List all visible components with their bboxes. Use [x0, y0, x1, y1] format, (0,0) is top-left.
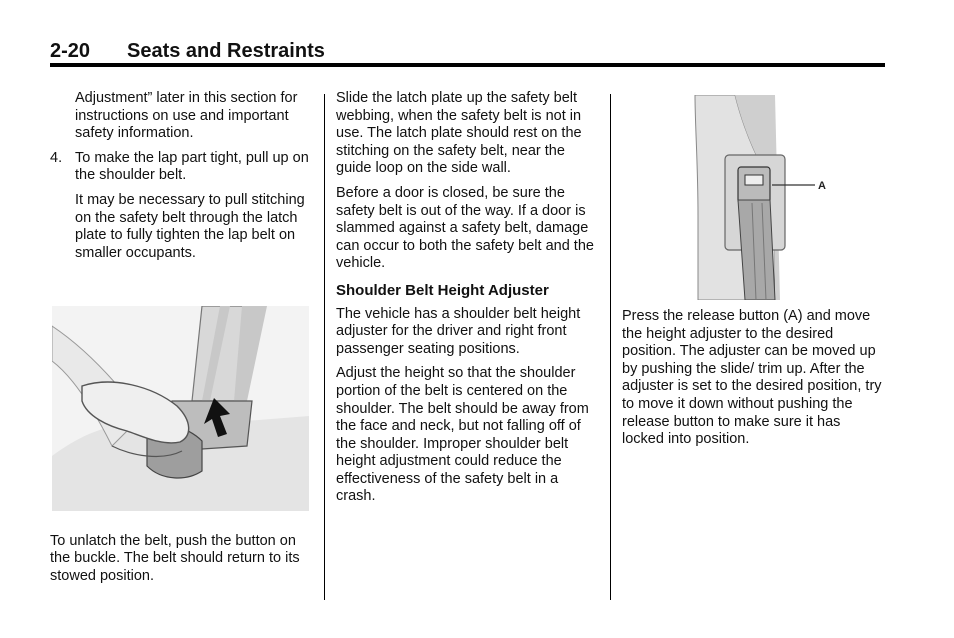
column-divider-1	[324, 94, 325, 600]
column-divider-2	[610, 94, 611, 600]
step-4	[50, 150, 312, 185]
header-rule	[50, 63, 885, 67]
step-4-note: It may be necessary to pull stitching on the safety belt through the latch plate to fully tighten the lap belt on smaller occupants.	[75, 191, 305, 261]
shoulder-belt-subheading: Shoulder Belt Height Adjuster	[336, 281, 549, 299]
figure-label-a: A	[818, 180, 826, 192]
section-title: Seats and Restraints	[127, 40, 325, 62]
column-2	[336, 90, 598, 513]
page-number: 2-20	[50, 40, 91, 62]
height-adjuster-illustration	[690, 95, 840, 300]
column-3	[622, 308, 884, 456]
buckle-illustration	[52, 306, 309, 511]
release-button-paragraph: Press the release button (A) and move the height adjuster to the desired position. The adjuster can be moved up by pushing the slide/ trim up. After the adjuster is set to the desired position, try to move it down without pushing the release button to make sure it has locked into position.	[622, 308, 882, 448]
adjust-height-paragraph: Adjust the height so that the shoulder portion of the belt is centered on the shoulder. The belt should be away from the face and neck, but not falling off of the shoulder. Improper shoulder belt height adjustment could reduce the effectiveness of the safety belt in a crash.	[336, 365, 589, 505]
adjuster-intro-paragraph: The vehicle has a shoulder belt height adjuster for the driver and right front passenger seating positions.	[336, 305, 581, 357]
column-1	[50, 90, 312, 269]
door-paragraph: Before a door is closed, be sure the safety belt is out of the way. If a door is slammed against a safety belt, damage can occur to both the safety belt and the vehicle.	[336, 184, 594, 272]
page-header	[50, 38, 885, 66]
unlatch-paragraph: To unlatch the belt, push the button on the buckle. The belt should return to its stowed position.	[50, 532, 300, 584]
latch-paragraph: Slide the latch plate up the safety belt webbing, when the safety belt is not in use. The latch plate should rest on the stitching on the safety belt, near the guide loop on the side wall.	[336, 90, 582, 177]
continuation-paragraph: Adjustment” later in this section for instructions on use and important safety information.	[75, 90, 298, 142]
step-4-text: To make the lap part tight, pull up on the shoulder belt.	[75, 149, 309, 184]
step-4-number: 4.	[50, 149, 63, 166]
